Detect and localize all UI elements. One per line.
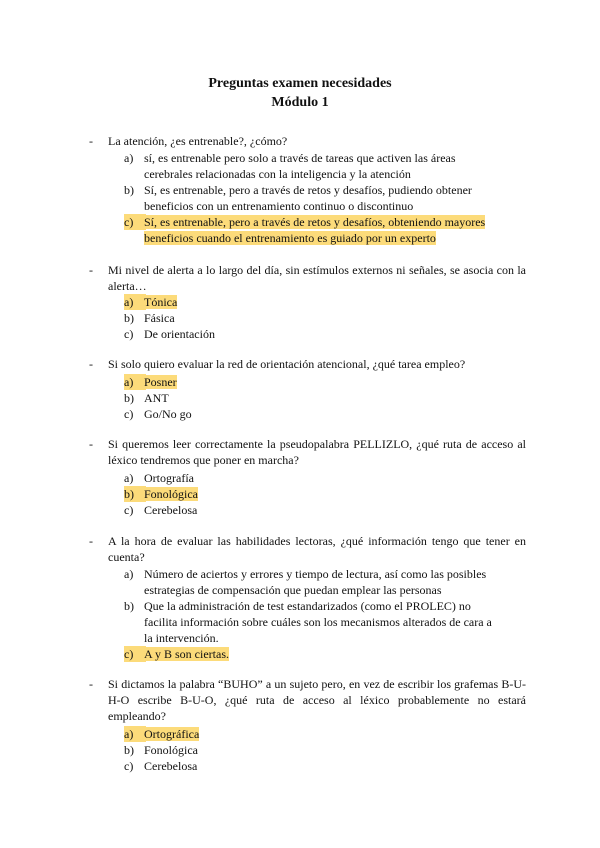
document-title: Preguntas examen necesidades: [208, 76, 392, 91]
option-label: c): [124, 407, 134, 421]
option-text: sí, es entrenable pero solo a través de tareas que activen las áreas cerebrales relacionadas con la inteligencia y la atención: [144, 151, 456, 181]
option-text: Sí, es entrenable, pero a través de retos y desafíos, pudiendo obtener beneficios con un entrenamiento continuo o discontinuo: [144, 183, 472, 213]
option-label: c): [124, 759, 134, 773]
bullet-dash: -: [89, 677, 93, 691]
option-label: a): [124, 374, 146, 390]
option-text: ANT: [144, 391, 169, 405]
option-label: a): [124, 294, 146, 310]
option-text: Go/No go: [144, 407, 192, 421]
option-text: Cerebelosa: [144, 759, 198, 773]
option-label: c): [124, 646, 146, 662]
bullet-dash: -: [89, 357, 93, 371]
option-label: c): [124, 503, 134, 517]
option-text: De orientación: [144, 327, 215, 341]
option-text: Número de aciertos y errores y tiempo de lectura, así como las posibles estrategias de compensación que puedan emplear las personas: [144, 567, 487, 597]
option-text: Sí, es entrenable, pero a través de retos y desafíos, obteniendo mayores beneficios cuando el entrenamiento es guiado por un experto: [144, 215, 486, 245]
option-label: b): [124, 183, 134, 197]
option-label: a): [124, 726, 146, 742]
option-label: b): [124, 743, 134, 757]
option-text: Tónica: [144, 295, 178, 309]
option-label: c): [124, 214, 146, 230]
option-text: Que la administración de test estandarizados (como el PROLEC) no facilita información sobre cuáles son los mecanismos alterados de cara a la intervención.: [144, 599, 492, 645]
option-text: A y B son ciertas.: [144, 647, 229, 661]
option-label: a): [124, 567, 134, 581]
option-label: b): [124, 391, 134, 405]
option-label: b): [124, 311, 134, 325]
option-text: Ortográfica: [144, 727, 200, 741]
option-label: a): [124, 471, 134, 485]
option-label: c): [124, 327, 134, 341]
option-text: Fonológica: [144, 743, 198, 757]
bullet-dash: -: [89, 263, 93, 277]
question-text: A la hora de evaluar las habilidades lectoras, ¿qué información tengo que tener en cuenta?: [108, 534, 526, 564]
bullet-dash: -: [89, 437, 93, 451]
option-label: b): [124, 486, 146, 502]
option-text: Posner: [144, 375, 177, 389]
option-text: Cerebelosa: [144, 503, 198, 517]
option-text: Ortografía: [144, 471, 194, 485]
option-label: b): [124, 599, 134, 613]
bullet-dash: -: [89, 134, 93, 148]
question-text: La atención, ¿es entrenable?, ¿cómo?: [108, 134, 288, 148]
question-text: Si dictamos la palabra “BUHO” a un sujeto pero, en vez de escribir los grafemas B-U-H-O escribe B-U-O, ¿qué ruta de acceso al léxico probablemente no estará empleando?: [108, 677, 526, 723]
question-text: Si queremos leer correctamente la pseudopalabra PELLIZLO, ¿qué ruta de acceso al léxico tendremos que poner en marcha?: [108, 437, 526, 467]
question-text: Si solo quiero evaluar la red de orientación atencional, ¿qué tarea empleo?: [108, 357, 466, 371]
option-text: Fonológica: [144, 487, 198, 501]
bullet-dash: -: [89, 534, 93, 548]
document-subtitle: Módulo 1: [271, 95, 329, 110]
option-text: Fásica: [144, 311, 175, 325]
option-label: a): [124, 151, 134, 165]
question-text: Mi nivel de alerta a lo largo del día, sin estímulos externos ni señales, se asocia con la alerta…: [108, 263, 526, 293]
